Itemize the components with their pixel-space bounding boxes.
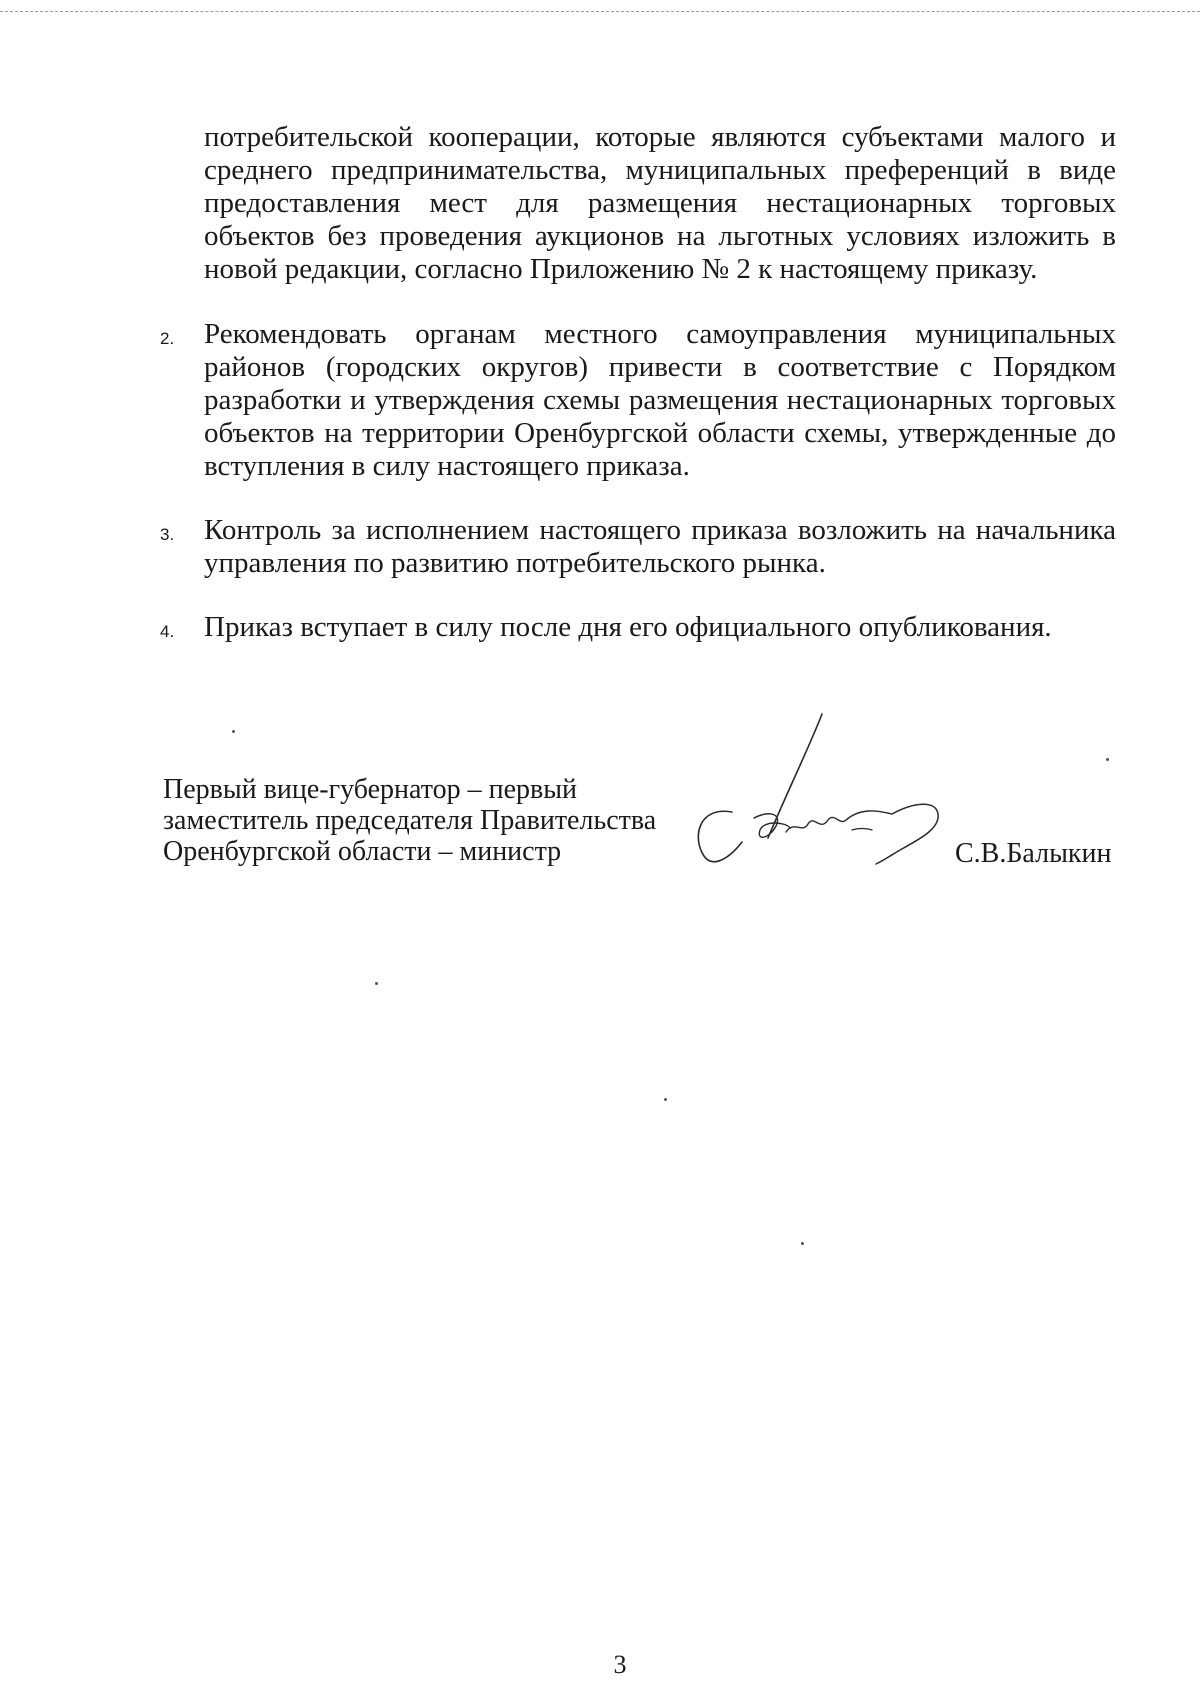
scan-speck — [1106, 758, 1109, 761]
list-item-text: Рекомендовать органам местного самоуправления муниципальных районов (городских округов) привести в соответствие с Порядком разработки и утверждения схемы размещения нестационарных торговых объектов на территории Оренбургской области схемы, утвержденные до вступления в силу настоящего приказа. — [204, 318, 1116, 482]
position-line: Оренбургской области – министр — [163, 836, 562, 867]
handwritten-signature — [690, 710, 950, 880]
list-item-number: 4. — [160, 622, 175, 641]
position-line: Первый вице-губернатор – первый — [163, 774, 578, 805]
position-line: заместитель председателя Правительства — [163, 805, 657, 836]
list-item-number: 2. — [160, 329, 175, 348]
scan-speck — [375, 982, 378, 985]
scan-speck — [232, 730, 235, 733]
list-item-text: Контроль за исполнением настоящего приказа возложить на начальника управления по развитию потребительского рынка. — [204, 514, 1116, 579]
list-item-text: Приказ вступает в силу после дня его официального опубликования. — [204, 611, 1052, 643]
signatory-position — [163, 774, 683, 867]
continuation-paragraph: потребительской кооперации, которые являются субъектами малого и среднего предпринимательства, муниципальных преференций в виде предоставления мест для размещения нестационарных торговых объектов без проведения аукционов на льготных условиях изложить в новой редакции, согласно Приложению № 2 к настоящему приказу. — [204, 121, 1116, 285]
scan-speck — [664, 1098, 667, 1101]
signer-name: С.В.Балыкин — [955, 838, 1112, 869]
scan-speck — [801, 1242, 804, 1245]
list-item-number: 3. — [160, 525, 175, 544]
page-number: 3 — [613, 1650, 627, 1679]
